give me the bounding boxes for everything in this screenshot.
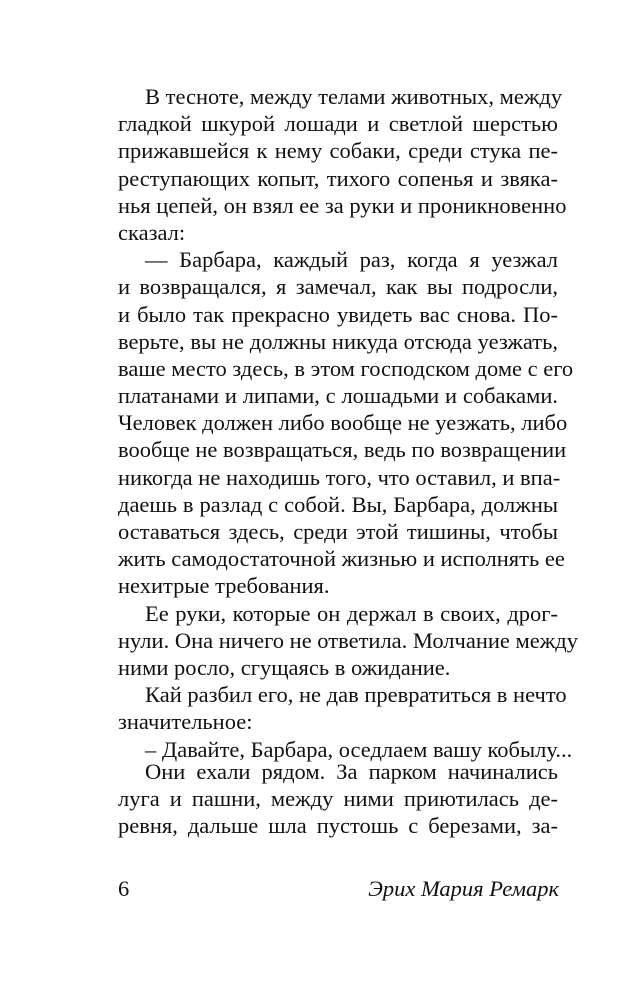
- page-number: 6: [118, 876, 130, 901]
- text-line: оставаться здесь, среди этой тишины, чтобы: [118, 519, 558, 544]
- text-line: прижавшейся к нему собаки, среди стука пе-: [118, 138, 558, 164]
- text-line: луга и пашни, между ними приютилась де-: [118, 786, 558, 812]
- text-line: Ее руки, которые он держал в своих, дрог-: [145, 600, 558, 626]
- paragraph-block-next-section: [118, 758, 558, 840]
- text-line: верьте, вы не должны никуда отсюда уезжать,: [118, 328, 558, 354]
- text-line: — Барбара, каждый раз, когда я уезжал: [145, 247, 558, 273]
- text-line: Они ехали рядом. За парком начинались: [145, 759, 558, 784]
- text-line: ревня, дальше шла пустошь с березами, за-: [118, 813, 558, 839]
- running-footer-author: Эрих Мария Ремарк: [368, 876, 559, 901]
- text-line: жить самодостаточной жизнью и исполнять ее: [118, 546, 565, 572]
- text-line: сказал:: [118, 219, 186, 245]
- text-line: и было так прекрасно увидеть вас снова. По-: [118, 301, 558, 327]
- text-line: Кай разбил его, не дав превратиться в нечто: [145, 682, 567, 708]
- text-line: гладкой шкурой лошади и светлой шерстью: [118, 111, 558, 137]
- text-line: никогда не находишь того, что оставил, и впа-: [118, 464, 561, 490]
- text-line: вообще не возвращаться, ведь по возвращении: [118, 437, 567, 463]
- text-line: и возвращался, я замечал, как вы подросли,: [118, 274, 558, 300]
- text-line: нехитрые требования.: [118, 573, 330, 599]
- text-line: даешь в разлад с собой. Вы, Барбара, должны: [118, 491, 558, 517]
- text-line: нья цепей, он взял ее за руки и проникновенно: [118, 192, 567, 218]
- text-line: платанами и липами, с лошадьми и собаками.: [118, 383, 558, 409]
- text-line: В тесноте, между телами животных, между: [145, 84, 563, 109]
- text-line: значительное:: [118, 709, 253, 735]
- paragraph-block-main: [118, 83, 578, 763]
- text-line: Человек должен либо вообще не уезжать, либо: [118, 410, 568, 436]
- text-line: – Давайте, Барбара, оседлаем вашу кобылу...: [145, 736, 573, 762]
- text-line: ваше место здесь, в этом господском доме с его: [118, 355, 574, 381]
- text-line: ними росло, сгущаясь в ожидание.: [118, 654, 451, 680]
- text-line: реступающих копыт, тихого сопенья и звяка-: [118, 165, 558, 191]
- text-line: нули. Она ничего не ответила. Молчание между: [118, 627, 578, 653]
